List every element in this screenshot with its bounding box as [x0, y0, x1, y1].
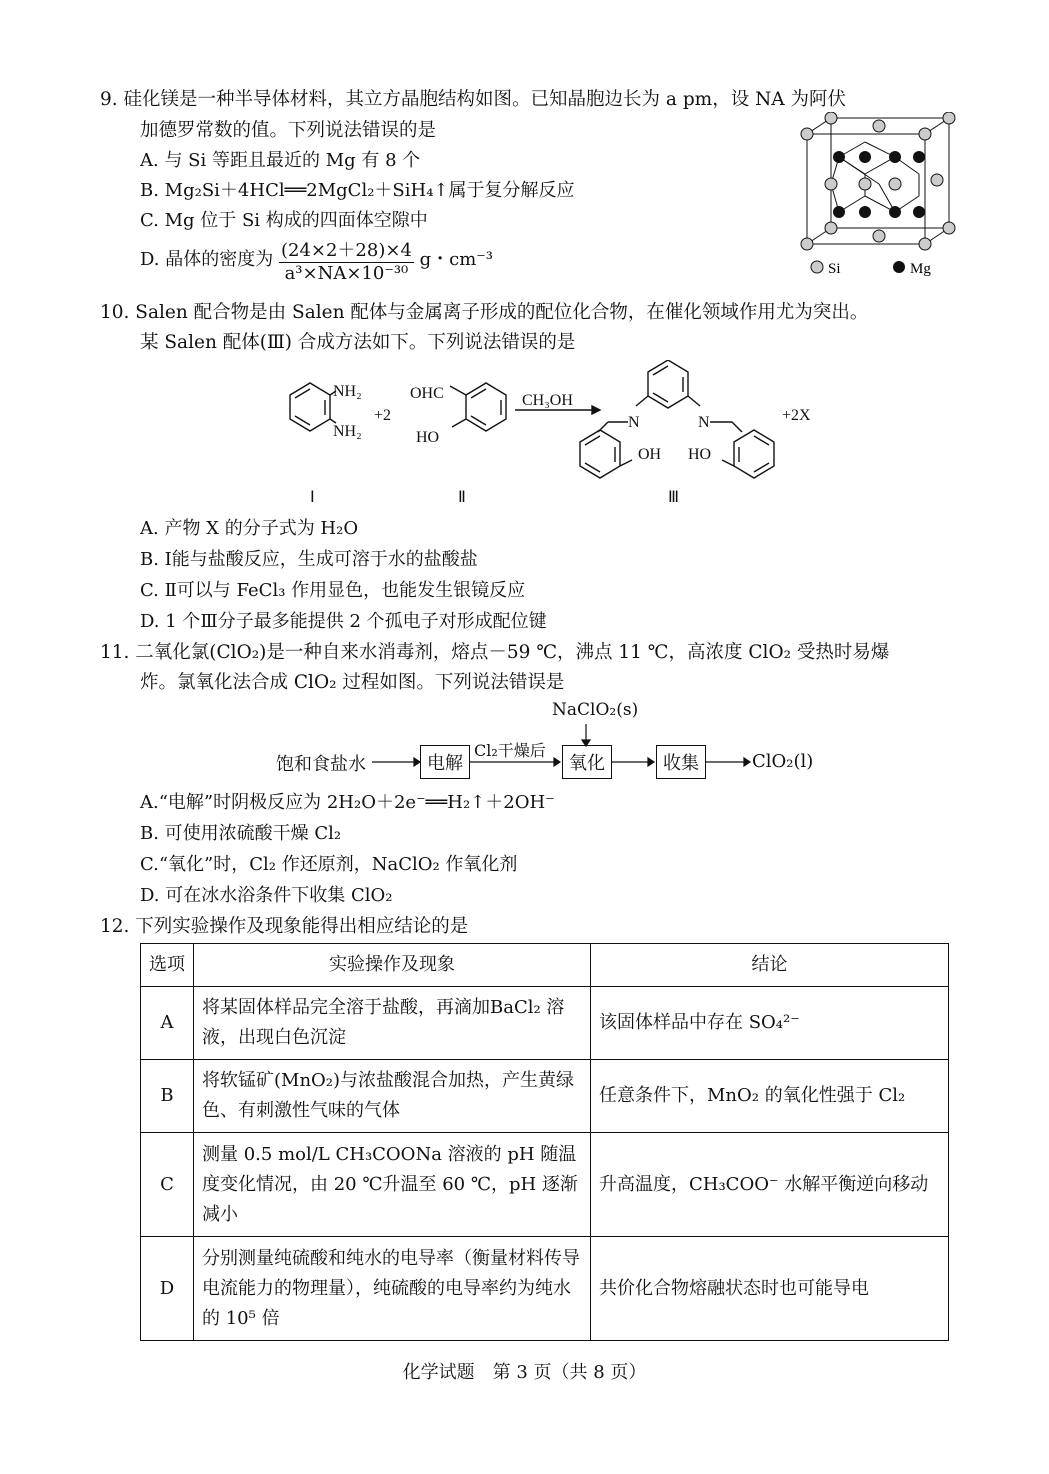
- n-right-label: N: [698, 414, 710, 431]
- row-option: C: [141, 1133, 194, 1237]
- q9-stem-line1: 9. 硅化镁是一种半导体材料，其立方晶胞结构如图。已知晶胞边长为 a pm，设 NA 为阿伏: [100, 89, 847, 110]
- crystal-cell-diagram: [795, 112, 965, 282]
- q9-option-d: [140, 236, 493, 284]
- compound-2-label: Ⅱ: [458, 489, 466, 506]
- ho-right-label: HO: [688, 446, 712, 463]
- ho-label: HO: [416, 429, 440, 446]
- header-operation: 实验操作及现象: [194, 944, 591, 987]
- q11-stem-line2: 炸。氯氧化法合成 ClO₂ 过程如图。下列说法错误是: [140, 672, 565, 693]
- q10-option-d: D. 1 个Ⅲ分子最多能提供 2 个孤电子对形成配位键: [140, 611, 547, 632]
- row-operation: 测量 0.5 mol/L CH₃COONa 溶液的 pH 随温度变化情况，由 20 ℃升温至 60 ℃，pH 逐渐减小: [194, 1133, 591, 1237]
- row-operation: 将某固体样品完全溶于盐酸，再滴加BaCl₂ 溶液，出现白色沉淀: [194, 987, 591, 1060]
- ohc-label: OHC: [410, 385, 444, 402]
- row-conclusion: 该固体样品中存在 SO₄²⁻: [591, 987, 949, 1060]
- q9-density-denominator: a³×NA×10⁻³⁰: [284, 263, 409, 284]
- row-operation: 分别测量纯硫酸和纯水的电导率（衡量材料传导电流能力的物理量），纯硫酸的电导率约为纯水的 10⁵ 倍: [194, 1237, 591, 1341]
- q9-stem-line2: 加德罗常数的值。下列说法错误的是: [140, 120, 437, 141]
- row-option: D: [141, 1237, 194, 1341]
- row-operation: 将软锰矿(MnO₂)与浓盐酸混合加热，产生黄绿色、有刺激性气味的气体: [194, 1060, 591, 1133]
- plus-two-label: +2: [374, 407, 392, 424]
- q10-option-b: B. Ⅰ能与盐酸反应，生成可溶于水的盐酸盐: [140, 549, 478, 570]
- flow-box-oxidation: 氧化: [562, 745, 612, 779]
- table-row: [141, 1060, 949, 1133]
- header-conclusion: 结论: [591, 944, 949, 987]
- q9-option-d-prefix: D. 晶体的密度为: [140, 249, 274, 270]
- plus-2x-label: +2X: [782, 407, 811, 424]
- reagent-label: CH₃OH: [522, 392, 573, 409]
- q9-option-b: B. Mg₂Si＋4HCl══2MgCl₂＋SiH₄↑属于复分解反应: [140, 180, 575, 201]
- q11-stem-line1: 11. 二氧化氯(ClO₂)是一种自来水消毒剂，熔点－59 ℃，沸点 11 ℃，高浓度 ClO₂ 受热时易爆: [100, 642, 890, 663]
- q12-stem: 12. 下列实验操作及现象能得出相应结论的是: [100, 916, 469, 937]
- row-conclusion: 升高温度，CH₃COO⁻ 水解平衡逆向移动: [591, 1133, 949, 1237]
- table-row: [141, 987, 949, 1060]
- table-row: [141, 1237, 949, 1341]
- row-conclusion: 共价化合物熔融状态时也可能导电: [591, 1237, 949, 1341]
- salen-synthesis-scheme: [270, 360, 830, 510]
- flow-start-label: 饱和食盐水: [276, 754, 366, 775]
- flow-naclo2-label: NaClO₂(s): [552, 700, 639, 720]
- row-option: B: [141, 1060, 194, 1133]
- flow-arrows: [370, 722, 760, 778]
- flow-arrow-label: Cl₂干燥后: [474, 741, 546, 760]
- header-option: 选项: [141, 944, 194, 987]
- flow-box-collection: 收集: [656, 745, 706, 779]
- compound-1-label: Ⅰ: [310, 489, 315, 506]
- q11-option-d: D. 可在冰水浴条件下收集 ClO₂: [140, 885, 393, 906]
- n-left-label: N: [628, 414, 640, 431]
- q9-density-unit: g・cm⁻³: [419, 249, 494, 270]
- q9-option-a: A. 与 Si 等距且最近的 Mg 有 8 个: [140, 150, 421, 171]
- experiment-table: [140, 943, 949, 1341]
- table-row: [141, 1133, 949, 1237]
- q10-stem-line1: 10. Salen 配合物是由 Salen 配体与金属离子形成的配位化合物，在催化领域作用尤为突出。: [100, 302, 869, 323]
- page-footer: 化学试题 第 3 页（共 8 页）: [402, 1362, 647, 1383]
- nh2-top-label: NH₂: [333, 383, 362, 400]
- mg-legend-label: Mg: [910, 261, 931, 277]
- q9-density-numerator: (24×2＋28)×4: [279, 236, 414, 263]
- flow-end-label: ClO₂(l): [752, 751, 814, 772]
- q11-option-a: A.“电解”时阴极反应为 2H₂O＋2e⁻══H₂↑＋2OH⁻: [140, 792, 555, 813]
- oh-left-label: OH: [638, 446, 662, 463]
- row-option: A: [141, 987, 194, 1060]
- q10-stem-line2: 某 Salen 配体(Ⅲ) 合成方法如下。下列说法错误的是: [140, 332, 576, 353]
- q10-option-c: C. Ⅱ可以与 FeCl₃ 作用显色，也能发生银镜反应: [140, 580, 526, 601]
- q10-option-a: A. 产物 X 的分子式为 H₂O: [140, 518, 359, 539]
- si-legend-label: Si: [828, 261, 841, 277]
- nh2-bottom-label: NH₂: [333, 423, 362, 440]
- q11-option-b: B. 可使用浓硫酸干燥 Cl₂: [140, 823, 342, 844]
- mg-legend-icon: [893, 261, 905, 273]
- q11-option-c: C.“氧化”时，Cl₂ 作还原剂，NaClO₂ 作氧化剂: [140, 854, 518, 875]
- row-conclusion: 任意条件下，MnO₂ 的氧化性强于 Cl₂: [591, 1060, 949, 1133]
- compound-3-label: Ⅲ: [668, 489, 680, 506]
- q9-density-fraction: [279, 236, 414, 284]
- si-legend-icon: [811, 261, 823, 273]
- table-header-row: [141, 944, 949, 987]
- flow-box-electrolysis: 电解: [420, 745, 470, 779]
- q9-option-c: C. Mg 位于 Si 构成的四面体空隙中: [140, 210, 428, 231]
